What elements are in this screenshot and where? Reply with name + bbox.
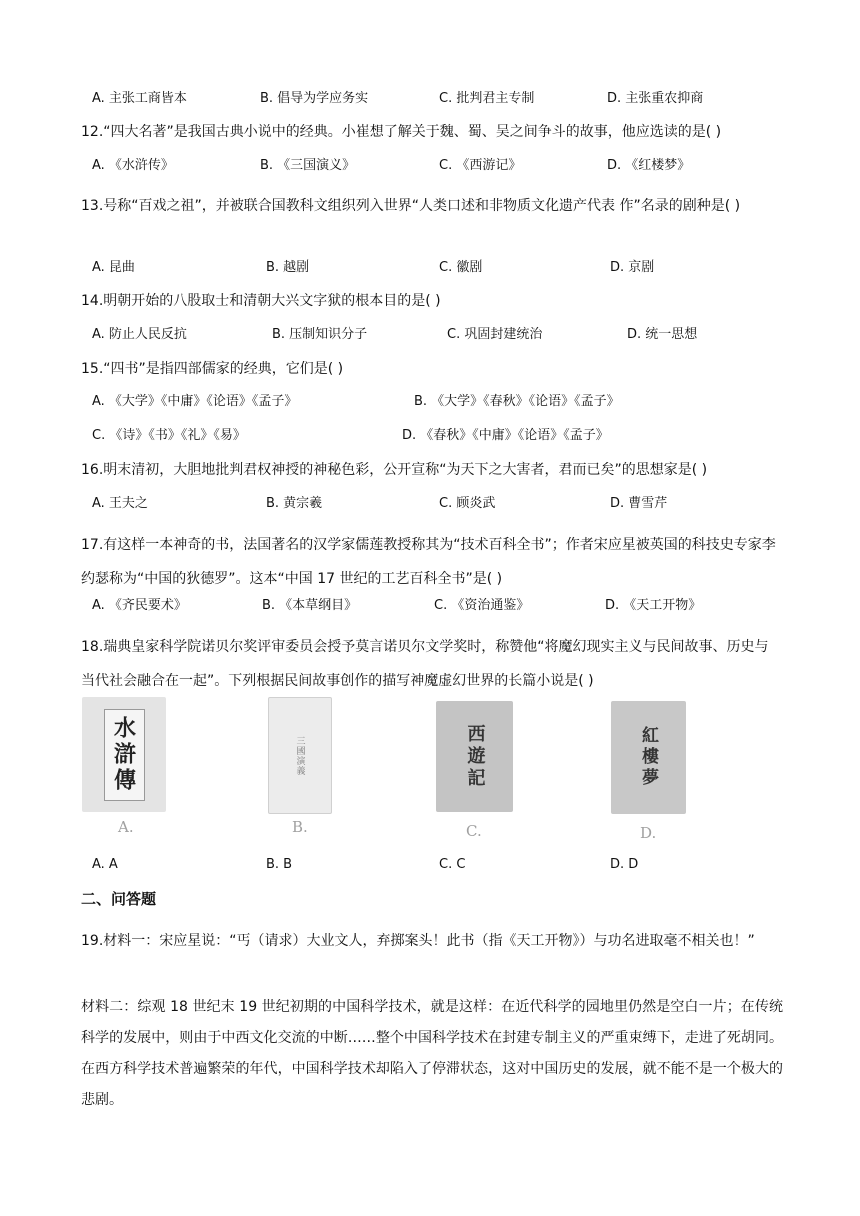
q13-stem: 13.号称“百戏之祖”，并被联合国教科文组织列入世界“人类口述和非物质文化遗产代表 作”名录的剧种是( ) bbox=[81, 198, 741, 214]
q11-option-a: A. 主张工商皆本 bbox=[92, 91, 187, 106]
q16-option-a: A. 王夫之 bbox=[92, 496, 148, 511]
q12-stem: 12.“四大名著”是我国古典小说中的经典。小崔想了解关于魏、蜀、吴之间争斗的故事，他应选读的是( ) bbox=[81, 124, 722, 140]
book-cover-c bbox=[436, 701, 513, 812]
q17-option-c: C. 《资治通鉴》 bbox=[434, 598, 530, 613]
q18-option-b: B. B bbox=[266, 857, 293, 872]
q12-option-b: B. 《三国演义》 bbox=[260, 158, 356, 173]
book-cover-d bbox=[611, 701, 686, 814]
q15-option-c: C. 《诗》《书》《礼》《易》 bbox=[92, 428, 246, 443]
q14-option-d: D. 统一思想 bbox=[627, 327, 698, 342]
q12-option-c: C. 《西游记》 bbox=[439, 158, 522, 173]
q15-option-b: B. 《大学》《春秋》《论语》《孟子》 bbox=[414, 394, 620, 409]
q19-material-1: 19.材料一：宋应星说：“丐（请求）大业文人，弃掷案头！此书（指《天工开物》）与功名进取毫不相关也！” bbox=[81, 933, 755, 949]
section-heading: 二、问答题 bbox=[81, 890, 157, 908]
image-label-c: C. bbox=[466, 822, 482, 840]
q16-option-c: C. 顾炎武 bbox=[439, 496, 496, 511]
q15-option-d: D. 《春秋》《中庸》《论语》《孟子》 bbox=[402, 428, 609, 443]
q19-material-2: 材料二：综观 18 世纪末 19 世纪初期的中国科学技术，就是这样：在近代科学的园地里仍然是空白一片；在传统科学的发展中，则由于中西文化交流的中断……整个中国科学技术在封建专制主义的严重束缚下，走进了死胡同。在西方科学技术普遍繁荣的年代，中国科学技术却陷入了停滞状态，这对中国历史的发展，就不能不是一个极大的悲剧。 bbox=[81, 999, 783, 1108]
q18-stem: 18.瑞典皇家科学院诺贝尔奖评审委员会授予莫言诺贝尔文学奖时，称赞他“将魔幻现实主义与民间故事、历史与当代社会融合在一起”。下列根据民间故事创作的描写神魔虚幻世界的长篇小说是( ) bbox=[81, 639, 769, 689]
q13-option-b: B. 越剧 bbox=[266, 260, 310, 275]
q18-option-c: C. C bbox=[439, 857, 466, 872]
book-cover-b bbox=[268, 697, 332, 814]
q18-option-d: D. D bbox=[610, 857, 639, 872]
q14-option-b: B. 压制知识分子 bbox=[272, 327, 368, 342]
image-label-b: B. bbox=[292, 818, 308, 836]
q11-option-c: C. 批判君主专制 bbox=[439, 91, 535, 106]
q12-option-d: D. 《红楼梦》 bbox=[607, 158, 691, 173]
q16-stem: 16.明末清初，大胆地批判君权神授的神秘色彩，公开宣称“为天下之大害者，君而已矣”的思想家是( ) bbox=[81, 462, 708, 478]
q16-option-b: B. 黄宗羲 bbox=[266, 496, 323, 511]
q17-option-b: B. 《本草纲目》 bbox=[262, 598, 358, 613]
q15-option-a: A. 《大学》《中庸》《论语》《孟子》 bbox=[92, 394, 298, 409]
q16-option-d: D. 曹雪芹 bbox=[610, 496, 668, 511]
q14-option-c: C. 巩固封建统治 bbox=[447, 327, 543, 342]
q17-stem: 17.有这样一本神奇的书，法国著名的汉学家儒莲教授称其为“技术百科全书”；作者宋应星被英国的科技史专家李约瑟称为“中国的狄德罗”。这本“中国 17 世纪的工艺百科全书”是( ) bbox=[81, 537, 776, 587]
cover-title-d: 紅樓夢 bbox=[638, 726, 658, 789]
q12-option-a: A. 《水浒传》 bbox=[92, 158, 174, 173]
cover-title-a: 水滸傳 bbox=[104, 709, 145, 801]
cover-title-b: 三國演義 bbox=[294, 735, 305, 776]
q14-option-a: A. 防止人民反抗 bbox=[92, 327, 187, 342]
image-label-d: D. bbox=[640, 824, 657, 842]
q15-stem: 15.“四书”是指四部儒家的经典，它们是( ) bbox=[81, 361, 344, 377]
q13-option-c: C. 徽剧 bbox=[439, 260, 483, 275]
image-label-a: A. bbox=[118, 818, 134, 836]
q13-option-a: A. 昆曲 bbox=[92, 260, 135, 275]
q18-option-a: A. A bbox=[92, 857, 118, 872]
q17-option-d: D. 《天工开物》 bbox=[605, 598, 702, 613]
q17-option-a: A. 《齐民要术》 bbox=[92, 598, 187, 613]
q14-stem: 14.明朝开始的八股取士和清朝大兴文字狱的根本目的是( ) bbox=[81, 293, 441, 309]
q11-option-d: D. 主张重农抑商 bbox=[607, 91, 704, 106]
book-cover-a bbox=[82, 697, 166, 812]
q11-option-b: B. 倡导为学应务实 bbox=[260, 91, 369, 106]
q13-option-d: D. 京剧 bbox=[610, 260, 655, 275]
cover-title-c: 西遊記 bbox=[464, 723, 486, 790]
